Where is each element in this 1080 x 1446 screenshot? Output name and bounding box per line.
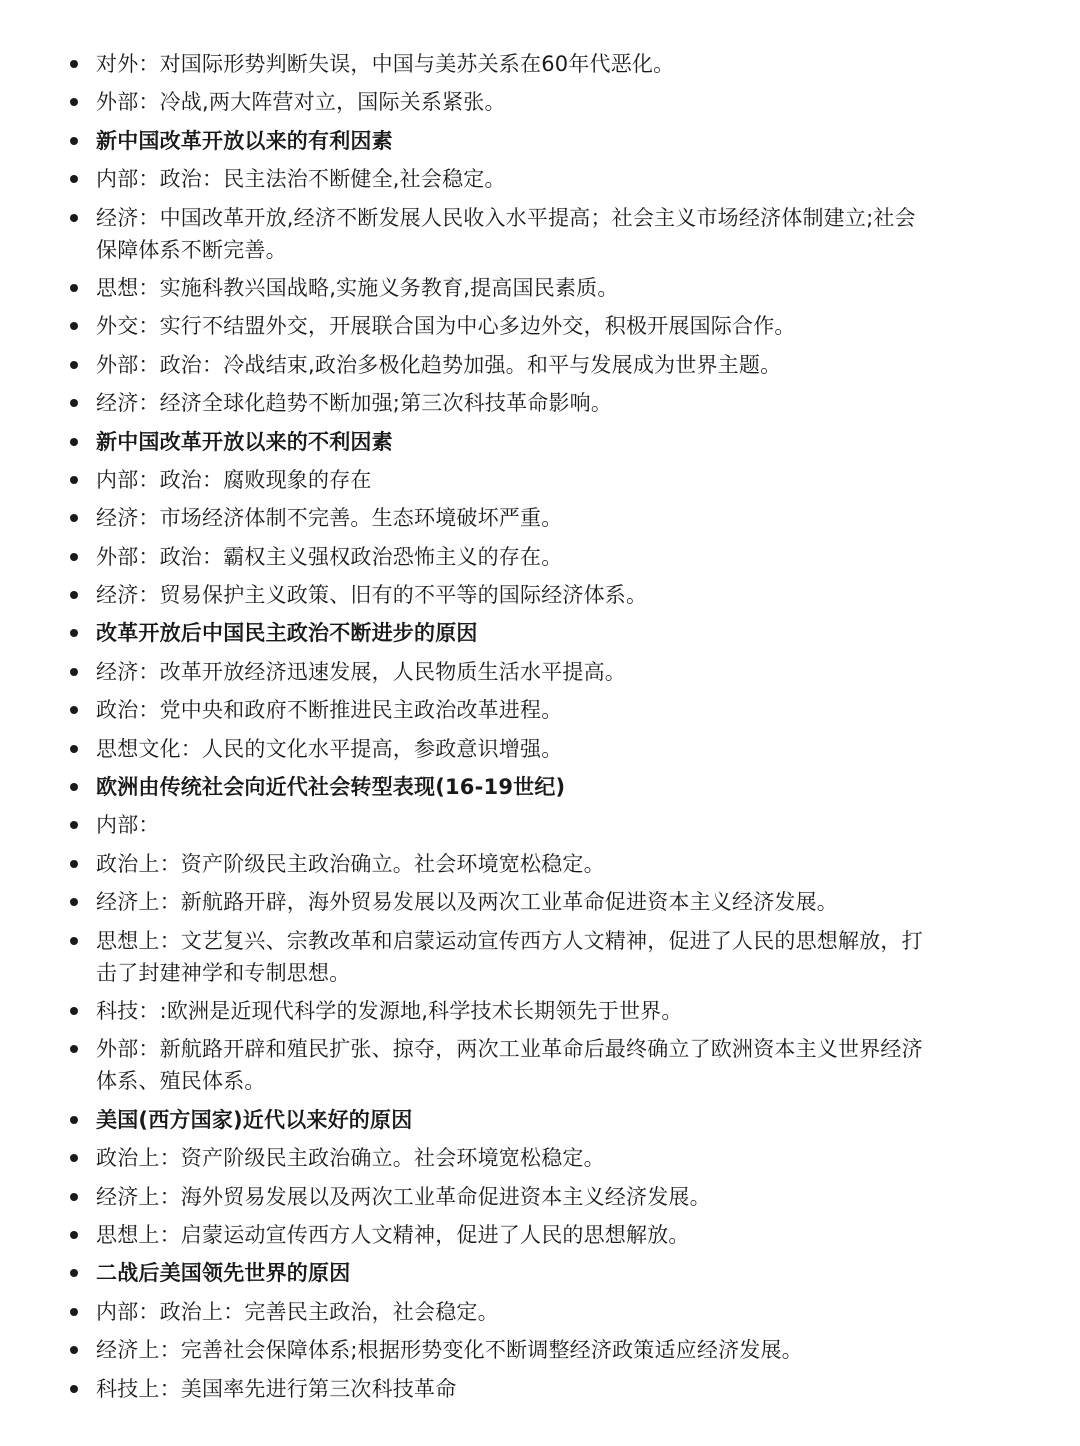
list-item <box>0 1142 1080 1174</box>
list-item <box>0 579 1080 611</box>
section-heading-text: 改革开放后中国民主政治不断进步的原因 <box>96 621 478 646</box>
bullet-icon <box>70 137 78 145</box>
list-item-text: 外部：政治：霸权主义强权政治恐怖主义的存在。 <box>96 544 563 569</box>
list-item-text: 外部：新航路开辟和殖民扩张、掠夺，两次工业革命后最终确立了欧洲资本主义世界经济体系、殖民体系。 <box>96 1037 923 1094</box>
bullet-icon <box>70 284 78 292</box>
list-item-text: 思想上：文艺复兴、宗教改革和启蒙运动宣传西方人文精神，促进了人民的思想解放，打击了封建神学和专制思想。 <box>96 928 923 985</box>
document-bullet-list <box>0 48 1080 1411</box>
list-item <box>0 48 1080 80</box>
bullet-icon <box>70 1269 78 1277</box>
list-item-text: 经济上：新航路开辟，海外贸易发展以及两次工业革命促进资本主义经济发展。 <box>96 890 838 915</box>
bullet-icon <box>70 591 78 599</box>
list-item-text: 经济：经济全球化趋势不断加强;第三次科技革命影响。 <box>96 391 613 416</box>
list-item-text: 经济：中国改革开放,经济不断发展人民收入水平提高；社会主义市场经济体制建立;社会保障体系不断完善。 <box>96 205 916 262</box>
list-item <box>0 310 1080 342</box>
list-item-text: 内部：政治：民主法治不断健全,社会稳定。 <box>96 167 506 192</box>
list-item <box>0 349 1080 381</box>
bullet-icon <box>70 476 78 484</box>
list-item <box>0 886 1080 918</box>
section-heading-text: 新中国改革开放以来的有利因素 <box>96 128 393 153</box>
list-item-text: 经济上：完善社会保障体系;根据形势变化不断调整经济政策适应经济发展。 <box>96 1338 803 1363</box>
list-item <box>0 809 1080 841</box>
list-item-text: 政治上：资产阶级民主政治确立。社会环境宽松稳定。 <box>96 851 605 876</box>
bullet-icon <box>70 745 78 753</box>
list-item-text: 经济：市场经济体制不完善。生态环境破坏严重。 <box>96 506 563 531</box>
bullet-icon <box>70 629 78 637</box>
bullet-icon <box>70 860 78 868</box>
bullet-icon <box>70 1346 78 1354</box>
list-item-text: 外部：政治：冷战结束,政治多极化趋势加强。和平与发展成为世界主题。 <box>96 352 782 377</box>
bullet-icon <box>70 514 78 522</box>
list-item-text: 内部：政治上：完善民主政治，社会稳定。 <box>96 1299 499 1324</box>
list-item-text: 经济上：海外贸易发展以及两次工业革命促进资本主义经济发展。 <box>96 1184 711 1209</box>
bullet-icon <box>70 668 78 676</box>
list-item-text: 外交：实行不结盟外交，开展联合国为中心多边外交，积极开展国际合作。 <box>96 314 796 339</box>
list-item <box>0 1219 1080 1251</box>
list-item-text: 科技：:欧洲是近现代科学的发源地,科学技术长期领先于世界。 <box>96 998 683 1023</box>
list-item <box>0 387 1080 419</box>
bullet-icon <box>70 361 78 369</box>
list-item <box>0 86 1080 118</box>
list-item-text: 政治上：资产阶级民主政治确立。社会环境宽松稳定。 <box>96 1146 605 1171</box>
list-item <box>0 541 1080 573</box>
section-heading-text: 新中国改革开放以来的不利因素 <box>96 429 393 454</box>
list-item <box>0 464 1080 496</box>
list-item-text: 政治：党中央和政府不断推进民主政治改革进程。 <box>96 698 563 723</box>
list-item-text: 外部：冷战,两大阵营对立，国际关系紧张。 <box>96 90 506 115</box>
section-heading-item <box>0 1257 1080 1289</box>
bullet-icon <box>70 98 78 106</box>
bullet-icon <box>70 214 78 222</box>
bullet-icon <box>70 706 78 714</box>
section-heading-item <box>0 426 1080 458</box>
bullet-icon <box>70 1308 78 1316</box>
bullet-icon <box>70 322 78 330</box>
bullet-icon <box>70 821 78 829</box>
bullet-icon <box>70 1045 78 1053</box>
list-item <box>0 656 1080 688</box>
bullet-icon <box>70 1385 78 1393</box>
list-item-text: 思想上：启蒙运动宣传西方人文精神，促进了人民的思想解放。 <box>96 1222 690 1247</box>
list-item-text: 对外：对国际形势判断失误，中国与美苏关系在60年代恶化。 <box>96 52 675 76</box>
bullet-icon <box>70 937 78 945</box>
list-item-text: 经济：改革开放经济迅速发展，人民物质生活水平提高。 <box>96 659 626 684</box>
list-item-text: 思想：实施科教兴国战略,实施义务教育,提高国民素质。 <box>96 275 619 300</box>
section-heading-text: 美国(西方国家)近代以来好的原因 <box>96 1107 413 1132</box>
list-item <box>0 202 1080 266</box>
bullet-icon <box>70 1007 78 1015</box>
bullet-icon <box>70 1231 78 1239</box>
list-item <box>0 1296 1080 1328</box>
list-item <box>0 1181 1080 1213</box>
bullet-icon <box>70 438 78 446</box>
bullet-icon <box>70 898 78 906</box>
section-heading-item <box>0 617 1080 649</box>
bullet-icon <box>70 553 78 561</box>
bullet-icon <box>70 1193 78 1201</box>
list-item <box>0 694 1080 726</box>
list-item <box>0 1033 1080 1097</box>
bullet-icon <box>70 1154 78 1162</box>
list-item <box>0 995 1080 1027</box>
list-item <box>0 1334 1080 1366</box>
bullet-icon <box>70 175 78 183</box>
list-item-text: 思想文化：人民的文化水平提高，参政意识增强。 <box>96 736 563 761</box>
list-item-text: 内部：政治：腐败现象的存在 <box>96 467 372 492</box>
section-heading-item <box>0 1104 1080 1136</box>
list-item-text: 内部： <box>96 813 160 838</box>
section-heading-item <box>0 771 1080 803</box>
list-item <box>0 848 1080 880</box>
list-item <box>0 502 1080 534</box>
list-item <box>0 272 1080 304</box>
list-item <box>0 925 1080 989</box>
bullet-icon <box>70 60 78 68</box>
list-item <box>0 1373 1080 1405</box>
list-item <box>0 733 1080 765</box>
bullet-icon <box>70 399 78 407</box>
bullet-icon <box>70 1116 78 1124</box>
section-heading-text: 二战后美国领先世界的原因 <box>96 1261 351 1286</box>
section-heading-text: 欧洲由传统社会向近代社会转型表现(16-19世纪) <box>96 775 566 800</box>
section-heading-item <box>0 125 1080 157</box>
list-item-text: 科技上：美国率先进行第三次科技革命 <box>96 1376 457 1401</box>
bullet-icon <box>70 783 78 791</box>
list-item <box>0 163 1080 195</box>
list-item-text: 经济：贸易保护主义政策、旧有的不平等的国际经济体系。 <box>96 583 648 608</box>
